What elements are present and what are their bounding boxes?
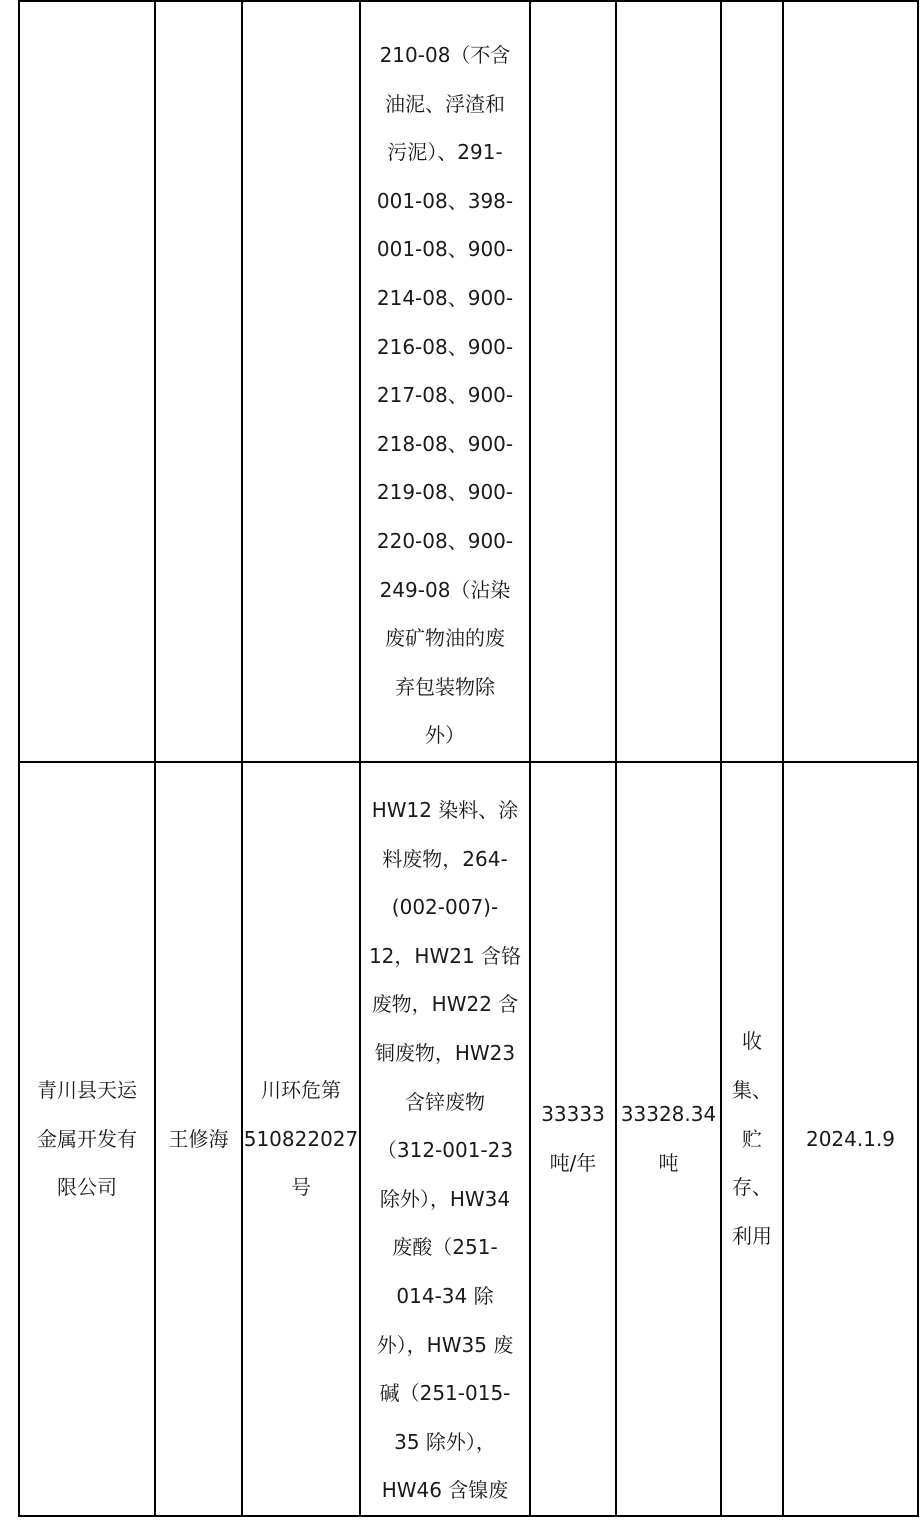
cell-text-line: 收 (742, 1029, 762, 1054)
cell-text-line: 废酸（251- (392, 1235, 498, 1260)
waste-types-cell (360, 1, 530, 762)
cell-text-line: 利用 (732, 1223, 772, 1248)
cell-text-line: (002-007)- (391, 895, 499, 920)
cell-text-line: 218-08、900- (376, 431, 514, 456)
cell-text-line: 废矿物油的废 (385, 626, 505, 651)
cell-text-line: 001-08、900- (376, 237, 514, 262)
cell-text-line: 限公司 (57, 1175, 117, 1200)
company-cell (19, 1, 155, 762)
cell-text-line: 33333 (541, 1102, 605, 1127)
cell-text-line: （312-001-23 (376, 1138, 514, 1163)
table-row (19, 1, 918, 762)
cell-text-line: 220-08、900- (376, 528, 514, 553)
amount-cell (616, 1, 721, 762)
cell-text-line: 青川县天运 (37, 1078, 137, 1103)
method-cell (721, 762, 783, 1516)
date-cell (783, 762, 918, 1516)
cell-text-line: 铜废物，HW23 (374, 1040, 516, 1065)
company-cell (19, 762, 155, 1516)
amount-cell (616, 762, 721, 1516)
cell-text-line: 001-08、398- (376, 188, 514, 213)
cell-text-line: 216-08、900- (376, 334, 514, 359)
cell-text-line: 吨 (658, 1150, 679, 1175)
cell-text-line: 污泥）、291- (387, 140, 503, 165)
waste-types-cell (360, 762, 530, 1516)
cell-text-line: 33328.34 (620, 1102, 717, 1127)
cell-text-line: 249-08（沾染 (379, 577, 511, 602)
cell-text-line: 金属开发有 (37, 1126, 137, 1151)
cell-text-line: 510822027 (243, 1126, 359, 1151)
cell-text-line: 贮 (742, 1126, 762, 1151)
cell-text-line: 12，HW21 含铬 (368, 943, 522, 968)
cell-text-line: 2024.1.9 (805, 1126, 896, 1151)
cell-text-line: 油泥、浮渣和 (385, 91, 505, 116)
cell-text-line: 王修海 (168, 1126, 229, 1151)
cell-text-line: 214-08、900- (376, 285, 514, 310)
cell-text-line: 料废物，264- (382, 846, 508, 871)
cell-text-line: 外） (425, 723, 465, 748)
cell-text-line: HW46 含镍废 (381, 1478, 509, 1503)
cell-text-line: 210-08（不含 (379, 43, 511, 67)
cell-text-line: 35 除外）， (394, 1429, 496, 1454)
cell-text-line: 217-08、900- (376, 383, 514, 408)
cell-text-line: 吨/年 (549, 1150, 597, 1175)
method-cell (721, 1, 783, 762)
cell-text-line: 存、 (732, 1175, 772, 1200)
cell-text-line: 014-34 除 (396, 1283, 494, 1308)
capacity-cell (530, 1, 616, 762)
date-cell (783, 1, 918, 762)
cell-text-line: 废物，HW22 含 (371, 992, 519, 1017)
cell-text-line: 集、 (732, 1078, 772, 1103)
permit-number-cell (242, 1, 360, 762)
cell-text-line: 除外），HW34 (379, 1186, 511, 1211)
table-row (19, 762, 918, 1516)
cell-text-line: 碱（251-015- (379, 1381, 511, 1406)
cell-text-line: 219-08、900- (376, 480, 514, 505)
cell-text-line: 川环危第 (261, 1078, 341, 1103)
legal-rep-cell (155, 762, 242, 1516)
cell-text-line: 弃包装物除 (395, 674, 495, 699)
permit-number-cell (242, 762, 360, 1516)
cell-text-line: HW12 染料、涂 (371, 798, 519, 822)
permit-table (18, 0, 919, 1517)
cell-text-line: 号 (291, 1175, 311, 1200)
cell-text-line: 外），HW35 废 (376, 1332, 514, 1357)
legal-rep-cell (155, 1, 242, 762)
cell-text-line: 含锌废物 (405, 1089, 485, 1114)
capacity-cell (530, 762, 616, 1516)
